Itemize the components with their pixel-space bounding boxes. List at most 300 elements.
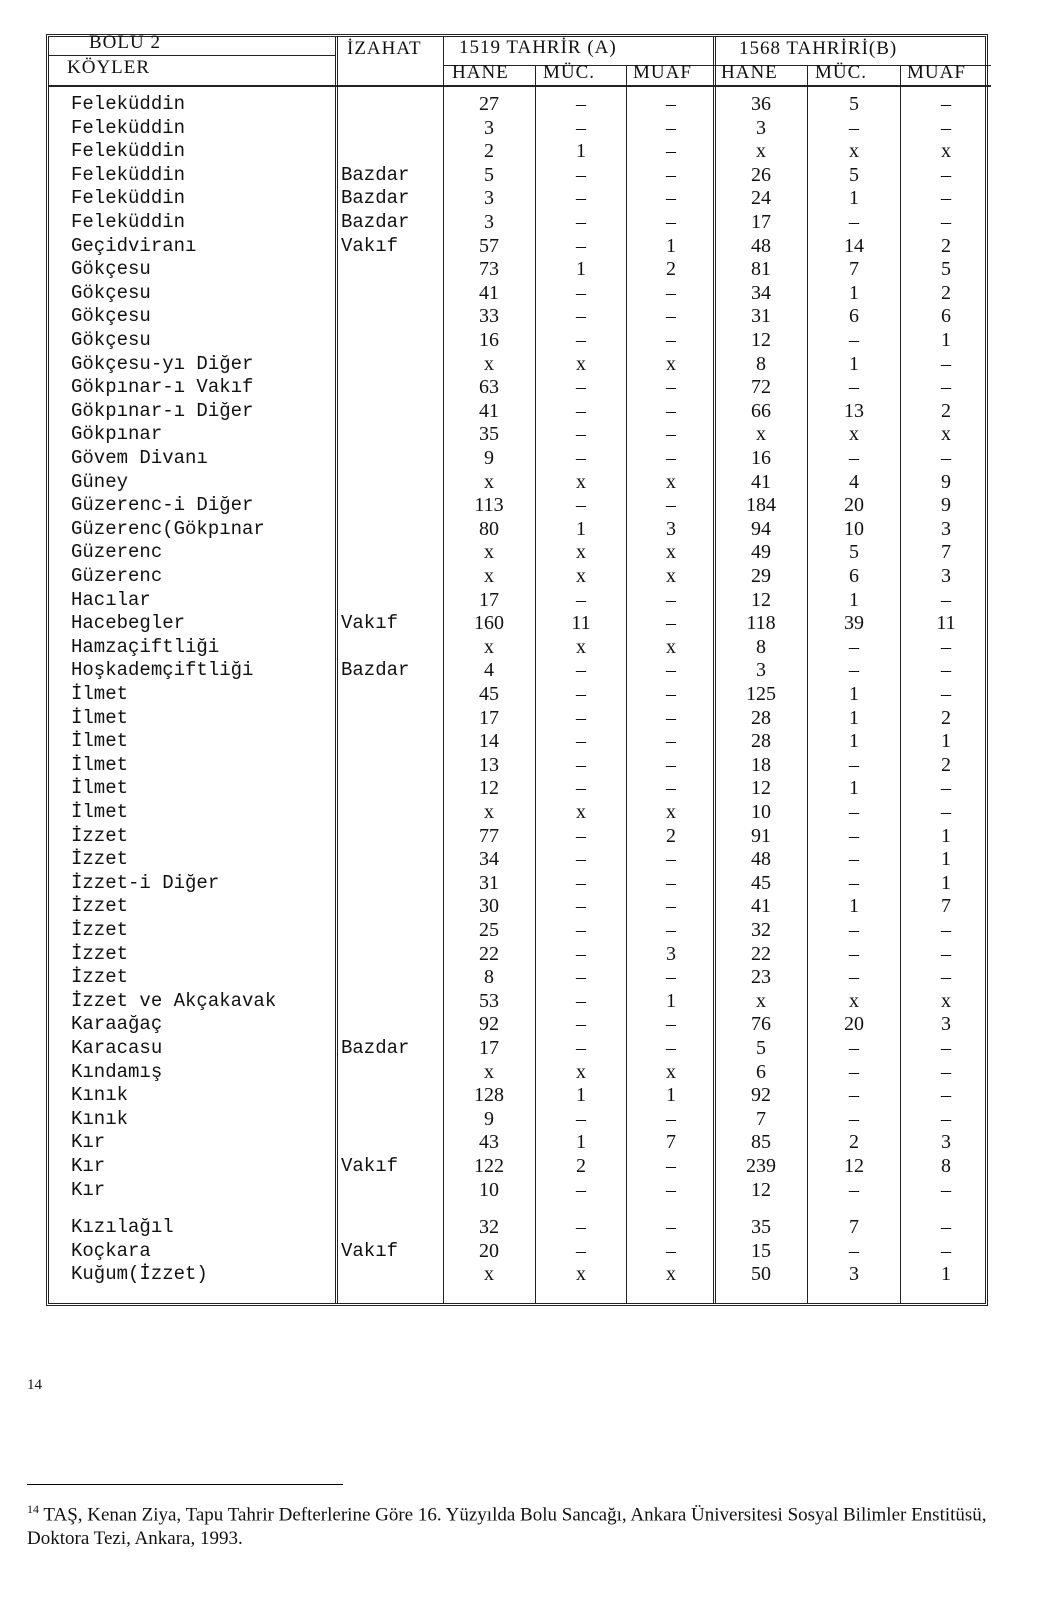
b-muaf-cell: – (941, 1037, 951, 1059)
village-table (46, 34, 988, 1306)
table-row (49, 540, 991, 564)
a-muc-cell: – (576, 399, 586, 422)
village-name-cell: Kınık (71, 1084, 129, 1107)
a-muaf-cell: – (666, 895, 676, 918)
village-name-cell: Hacılar (71, 588, 151, 611)
a-muc-cell: – (576, 376, 586, 399)
footnote-rule (27, 1484, 343, 1485)
a-hane-cell: 57 (479, 234, 499, 257)
table-row (49, 776, 991, 800)
a-hane-cell: x (484, 635, 494, 658)
table-row (49, 375, 991, 399)
b-hane-cell: x (756, 140, 766, 163)
b-muc-cell: – (849, 659, 859, 682)
a-muaf-cell: – (666, 305, 676, 328)
b-hane-cell: 12 (751, 1178, 771, 1201)
village-name-cell: İlmet (71, 706, 129, 729)
a-hane-cell: 63 (479, 376, 499, 399)
village-name-cell: İzzet (71, 824, 129, 847)
b-muc-cell: – (849, 1084, 859, 1107)
a-muaf-cell: – (666, 777, 676, 800)
a-muc-cell: – (576, 163, 586, 186)
a-muc-cell: – (576, 1178, 586, 1201)
a-muaf-cell: 2 (666, 258, 676, 281)
a-muc-cell: x (576, 1060, 586, 1083)
table-row (49, 635, 991, 659)
b-hane-cell: 239 (746, 1155, 776, 1177)
a-muc-cell: – (576, 1216, 586, 1239)
b-muc-cell: – (849, 871, 859, 894)
table-row (49, 234, 991, 258)
izahat-cell: Vakıf (341, 612, 399, 635)
b-muc-cell: – (849, 635, 859, 658)
b-hane-cell: 118 (746, 612, 776, 635)
table-row (49, 422, 991, 446)
b-hane-cell: 6 (756, 1060, 766, 1083)
a-muc-cell: – (576, 1239, 586, 1262)
a-muaf-cell: – (666, 1216, 676, 1239)
table-row (49, 847, 991, 871)
b-hane-cell: 24 (751, 187, 771, 210)
table-row (49, 116, 991, 140)
village-name-cell: Güzerenc-i Diğer (71, 494, 254, 517)
a-muc-cell: – (576, 187, 586, 210)
b-hane-cell: 35 (751, 1216, 771, 1239)
a-hane-cell: 160 (474, 612, 504, 635)
a-hane-cell: 41 (479, 281, 499, 304)
table-row (49, 470, 991, 494)
a-muaf-cell: – (666, 1239, 676, 1262)
b-muaf-cell: 1 (941, 329, 951, 351)
b-muc-cell: 6 (849, 305, 859, 328)
a-muaf-cell: – (666, 1155, 676, 1177)
table-row (49, 588, 991, 612)
footnote-text: TAŞ, Kenan Ziya, Tapu Tahrir Defterlerine Göre 16. Yüzyılda Bolu Sancağı, Ankara Üniversitesi Sosyal Bilimler Enstitüsü, Doktora Tezi, Ankara, 1993. (27, 1504, 987, 1550)
village-name-cell: Kındamış (71, 1060, 163, 1083)
b-muc-cell: – (849, 1239, 859, 1262)
a-hane-cell: 17 (479, 588, 499, 611)
b-hane-cell: 28 (751, 730, 771, 753)
village-name-cell: Gövem Divanı (71, 447, 208, 469)
a-hane-cell: 30 (479, 895, 499, 918)
b-hane-cell: 50 (751, 1263, 771, 1286)
b-hane-cell: 15 (751, 1239, 771, 1262)
table-row (49, 1083, 991, 1107)
b-muaf-cell: – (941, 777, 951, 800)
b-muaf-cell: 8 (941, 1155, 951, 1177)
a-hane-cell: 3 (484, 116, 494, 139)
a-hane-cell: 33 (479, 305, 499, 328)
b-muc-cell: 2 (849, 1131, 859, 1154)
table-row (49, 564, 991, 588)
b-muc-cell: – (849, 919, 859, 941)
b-hane-cell: 91 (751, 824, 771, 847)
a-hane-cell: 53 (479, 989, 499, 1012)
a-muc-cell: 1 (576, 1084, 586, 1107)
b-muc-cell: – (849, 1107, 859, 1130)
a-muaf-cell: x (666, 470, 676, 493)
a-muaf-cell: – (666, 187, 676, 210)
b-muc-cell: 5 (849, 93, 859, 115)
a-hane-cell: 12 (479, 777, 499, 800)
izahat-cell: Vakıf (341, 1155, 399, 1177)
b-muaf-cell: 9 (941, 494, 951, 517)
b-muaf-cell: 3 (941, 565, 951, 587)
a-hane-cell: 3 (484, 187, 494, 210)
table-row (49, 894, 991, 918)
table-row (49, 1215, 991, 1239)
b-muc-cell: 20 (844, 494, 864, 517)
survey-b-header: 1568 TAHRİRİ(B) (739, 38, 898, 59)
a-hane-cell: 2 (484, 140, 494, 163)
village-name-cell: İzzet (71, 848, 129, 871)
village-name-cell: İzzet (71, 919, 129, 941)
b-muc-cell: – (849, 211, 859, 233)
a-muc-cell: x (576, 470, 586, 493)
b-muc-cell: 1 (849, 730, 859, 753)
a-muc-cell: – (576, 1107, 586, 1130)
b-muc-cell: – (849, 848, 859, 871)
a-muaf-cell: – (666, 588, 676, 611)
b-hane-cell: 12 (751, 588, 771, 611)
a-muc-cell: – (576, 234, 586, 257)
b-muaf-cell: – (941, 919, 951, 941)
table-row (49, 942, 991, 966)
a-muaf-cell: – (666, 659, 676, 682)
b-muc-cell: 1 (849, 352, 859, 375)
a-muaf-cell: – (666, 1178, 676, 1201)
a-muaf-cell: – (666, 423, 676, 446)
footnote-marker: 14 (27, 1502, 39, 1516)
a-muc-cell: – (576, 1013, 586, 1036)
b-muc-cell: 7 (849, 258, 859, 281)
a-hane-cell: 35 (479, 423, 499, 446)
village-name-cell: İzzet (71, 966, 129, 989)
b-muaf-cell: 1 (941, 824, 951, 847)
a-hane-cell: x (484, 565, 494, 587)
a-hane-cell: 122 (474, 1155, 504, 1177)
village-name-cell: Feleküddin (71, 187, 186, 210)
b-muaf-cell: – (941, 1216, 951, 1239)
b-hane-cell: 41 (751, 895, 771, 918)
table-row (49, 139, 991, 163)
a-hane-cell: 128 (474, 1084, 504, 1107)
b-hane-cell: 3 (756, 116, 766, 139)
b-muc-cell: – (849, 329, 859, 351)
b-muaf-cell: x (941, 423, 951, 446)
a-muc-cell: – (576, 211, 586, 233)
table-row (49, 1130, 991, 1154)
a-muaf-cell: – (666, 494, 676, 517)
b-hane-cell: 94 (751, 517, 771, 540)
b-muc-cell: 4 (849, 470, 859, 493)
b-hane-cell: 66 (751, 399, 771, 422)
table-row (49, 871, 991, 895)
village-name-cell: İzzet (71, 895, 129, 918)
b-muaf-cell: 7 (941, 895, 951, 918)
a-muaf-cell: – (666, 140, 676, 163)
a-muc-cell: x (576, 801, 586, 823)
a-muc-header: MÜC. (543, 62, 596, 83)
a-muc-cell: – (576, 659, 586, 682)
a-muc-cell: – (576, 305, 586, 328)
a-muc-cell: – (576, 777, 586, 800)
b-hane-cell: 7 (756, 1107, 766, 1130)
table-row (49, 989, 991, 1013)
b-muc-cell: 20 (844, 1013, 864, 1036)
a-hane-cell: x (484, 1263, 494, 1286)
table-row (49, 918, 991, 942)
b-muc-cell: – (849, 1037, 859, 1059)
village-name-cell: İzzet-i Diğer (71, 871, 220, 894)
a-hane-header: HANE (452, 62, 509, 83)
page-number: 14 (27, 1377, 42, 1393)
a-hane-cell: 31 (479, 871, 499, 894)
a-muc-cell: 2 (576, 1155, 586, 1177)
table-row (49, 824, 991, 848)
b-muc-cell: 1 (849, 683, 859, 705)
b-muaf-cell: – (941, 93, 951, 115)
a-muaf-cell: – (666, 871, 676, 894)
a-muc-cell: – (576, 989, 586, 1012)
village-name-cell: Hacebegler (71, 612, 186, 635)
b-muc-cell: – (849, 942, 859, 965)
village-name-cell: Feleküddin (71, 93, 186, 115)
a-muaf-cell: – (666, 1107, 676, 1130)
b-muc-cell: – (849, 447, 859, 469)
village-name-cell: Gökpınar-ı Vakıf (71, 376, 254, 399)
b-hane-cell: 26 (751, 163, 771, 186)
a-hane-cell: 3 (484, 211, 494, 233)
a-hane-cell: x (484, 801, 494, 823)
b-hane-cell: 8 (756, 635, 766, 658)
b-hane-cell: 184 (746, 494, 776, 517)
table-row (49, 611, 991, 635)
a-muc-cell: – (576, 942, 586, 965)
a-muaf-cell: – (666, 376, 676, 399)
a-hane-cell: x (484, 470, 494, 493)
b-muc-cell: x (849, 423, 859, 446)
a-muaf-cell: x (666, 565, 676, 587)
a-muaf-cell: x (666, 801, 676, 823)
b-muc-cell: 1 (849, 895, 859, 918)
table-row (49, 753, 991, 777)
village-name-cell: Kuğum(İzzet) (71, 1263, 208, 1286)
a-hane-cell: 22 (479, 942, 499, 965)
a-hane-cell: 77 (479, 824, 499, 847)
a-muc-cell: – (576, 93, 586, 115)
b-muaf-cell: – (941, 1060, 951, 1083)
a-muaf-cell: – (666, 447, 676, 469)
a-hane-cell: 13 (479, 753, 499, 776)
b-muaf-cell: 5 (941, 258, 951, 281)
survey-a-header: 1519 TAHRİR (A) (459, 37, 617, 58)
village-name-cell: Feleküddin (71, 211, 186, 233)
a-muaf-cell: – (666, 706, 676, 729)
a-muc-cell: x (576, 541, 586, 564)
a-hane-cell: 16 (479, 329, 499, 351)
a-hane-cell: 20 (479, 1239, 499, 1262)
a-muaf-cell: – (666, 848, 676, 871)
b-muaf-cell: – (941, 801, 951, 823)
izahat-cell: Bazdar (341, 211, 410, 233)
b-muaf-cell: 2 (941, 234, 951, 257)
b-hane-cell: 28 (751, 706, 771, 729)
b-hane-cell: 76 (751, 1013, 771, 1036)
b-muaf-cell: 2 (941, 281, 951, 304)
a-muaf-cell: 1 (666, 234, 676, 257)
a-muc-cell: – (576, 753, 586, 776)
a-muc-cell: x (576, 352, 586, 375)
b-muaf-cell: – (941, 352, 951, 375)
a-muc-cell: – (576, 848, 586, 871)
table-row (49, 92, 991, 116)
b-hane-cell: 32 (751, 919, 771, 941)
village-name-cell: Gökçesu (71, 258, 151, 281)
village-name-cell: Güzerenc(Gökpınar (71, 517, 265, 540)
b-muc-cell: – (849, 801, 859, 823)
b-muaf-cell: – (941, 683, 951, 705)
village-name-cell: Gökçesu (71, 305, 151, 328)
table-row (49, 1178, 991, 1202)
b-muaf-cell: – (941, 966, 951, 989)
village-name-cell: Gökpınar (71, 423, 163, 446)
a-hane-cell: x (484, 1060, 494, 1083)
b-hane-cell: 81 (751, 258, 771, 281)
b-hane-cell: 23 (751, 966, 771, 989)
b-hane-cell: 125 (746, 683, 776, 705)
izahat-header: İZAHAT (347, 38, 422, 59)
table-row (49, 399, 991, 423)
b-hane-cell: 16 (751, 447, 771, 469)
b-hane-cell: 8 (756, 352, 766, 375)
a-hane-cell: 34 (479, 848, 499, 871)
b-muc-cell: – (849, 376, 859, 399)
a-muaf-cell: 3 (666, 517, 676, 540)
table-row (49, 304, 991, 328)
b-muaf-cell: – (941, 635, 951, 658)
a-muaf-cell: – (666, 753, 676, 776)
b-muc-cell: 1 (849, 588, 859, 611)
village-name-cell: Hoşkademçiftliği (71, 659, 254, 682)
b-muaf-cell: – (941, 1178, 951, 1201)
a-muc-cell: 11 (571, 612, 591, 635)
a-hane-cell: 17 (479, 706, 499, 729)
b-muaf-cell: – (941, 1107, 951, 1130)
village-name-cell: Gökpınar-ı Diğer (71, 399, 254, 422)
izahat-cell: Vakıf (341, 234, 399, 257)
b-muc-cell: 1 (849, 706, 859, 729)
b-hane-cell: 12 (751, 329, 771, 351)
b-muc-cell: 12 (844, 1155, 864, 1177)
a-muc-cell: – (576, 281, 586, 304)
village-name-cell: Kır (71, 1155, 106, 1177)
b-muaf-cell: – (941, 1239, 951, 1262)
b-muc-cell: 5 (849, 163, 859, 186)
b-muc-cell: 5 (849, 541, 859, 564)
village-name-cell: İlmet (71, 777, 129, 800)
village-name-cell: Feleküddin (71, 116, 186, 139)
a-muaf-cell: 1 (666, 1084, 676, 1107)
b-hane-cell: 48 (751, 848, 771, 871)
village-name-cell: Koçkara (71, 1239, 151, 1262)
b-muaf-cell: – (941, 659, 951, 682)
table-row (49, 163, 991, 187)
village-name-cell: İlmet (71, 753, 129, 776)
a-muc-cell: – (576, 1037, 586, 1059)
b-muc-cell: x (849, 989, 859, 1012)
village-name-cell: Güzerenc (71, 565, 163, 587)
a-muc-cell: – (576, 824, 586, 847)
b-hane-cell: 12 (751, 777, 771, 800)
b-muaf-cell: – (941, 1084, 951, 1107)
a-muaf-cell: – (666, 163, 676, 186)
a-hane-cell: 32 (479, 1216, 499, 1239)
village-name-cell: İlmet (71, 683, 129, 705)
table-row (49, 1239, 991, 1263)
a-muc-cell: 1 (576, 1131, 586, 1154)
b-hane-cell: 17 (751, 211, 771, 233)
a-hane-cell: 25 (479, 919, 499, 941)
b-hane-cell: 72 (751, 376, 771, 399)
izahat-cell: Bazdar (341, 1037, 410, 1059)
b-muaf-cell: 6 (941, 305, 951, 328)
b-muc-cell: 13 (844, 399, 864, 422)
a-hane-cell: 45 (479, 683, 499, 705)
a-hane-cell: 113 (474, 494, 504, 517)
village-name-cell: Kızılağıl (71, 1216, 174, 1239)
b-muc-cell: – (849, 1178, 859, 1201)
a-hane-cell: 9 (484, 1107, 494, 1130)
table-row (49, 210, 991, 234)
b-muc-cell: – (849, 1060, 859, 1083)
izahat-cell: Bazdar (341, 659, 410, 682)
a-muaf-cell: – (666, 612, 676, 635)
b-hane-cell: 49 (751, 541, 771, 564)
b-hane-cell: 18 (751, 753, 771, 776)
b-hane-cell: 48 (751, 234, 771, 257)
b-muc-cell: – (849, 753, 859, 776)
b-muaf-cell: 2 (941, 753, 951, 776)
a-muaf-cell: x (666, 635, 676, 658)
table-row (49, 493, 991, 517)
b-hane-cell: 41 (751, 470, 771, 493)
a-muc-cell: 1 (576, 517, 586, 540)
a-muaf-cell: – (666, 281, 676, 304)
a-muc-cell: – (576, 730, 586, 753)
b-muaf-cell: – (941, 211, 951, 233)
b-muaf-cell: 7 (941, 541, 951, 564)
a-hane-cell: 5 (484, 163, 494, 186)
a-muaf-cell: x (666, 541, 676, 564)
a-hane-cell: 80 (479, 517, 499, 540)
b-hane-cell: 22 (751, 942, 771, 965)
b-muaf-cell: – (941, 447, 951, 469)
b-muaf-cell: 1 (941, 1263, 951, 1286)
a-muc-cell: – (576, 494, 586, 517)
village-name-cell: Gökçesu (71, 281, 151, 304)
village-name-cell: Gökçesu-yı Diğer (71, 352, 254, 375)
a-hane-cell: 9 (484, 447, 494, 469)
a-muc-cell: – (576, 706, 586, 729)
a-muaf-cell: – (666, 116, 676, 139)
village-name-cell: Kır (71, 1178, 106, 1201)
a-muc-cell: – (576, 329, 586, 351)
b-muaf-header: MUAF (907, 62, 966, 83)
a-muc-cell: x (576, 635, 586, 658)
table-row (49, 1060, 991, 1084)
village-name-cell: Güney (71, 470, 129, 493)
